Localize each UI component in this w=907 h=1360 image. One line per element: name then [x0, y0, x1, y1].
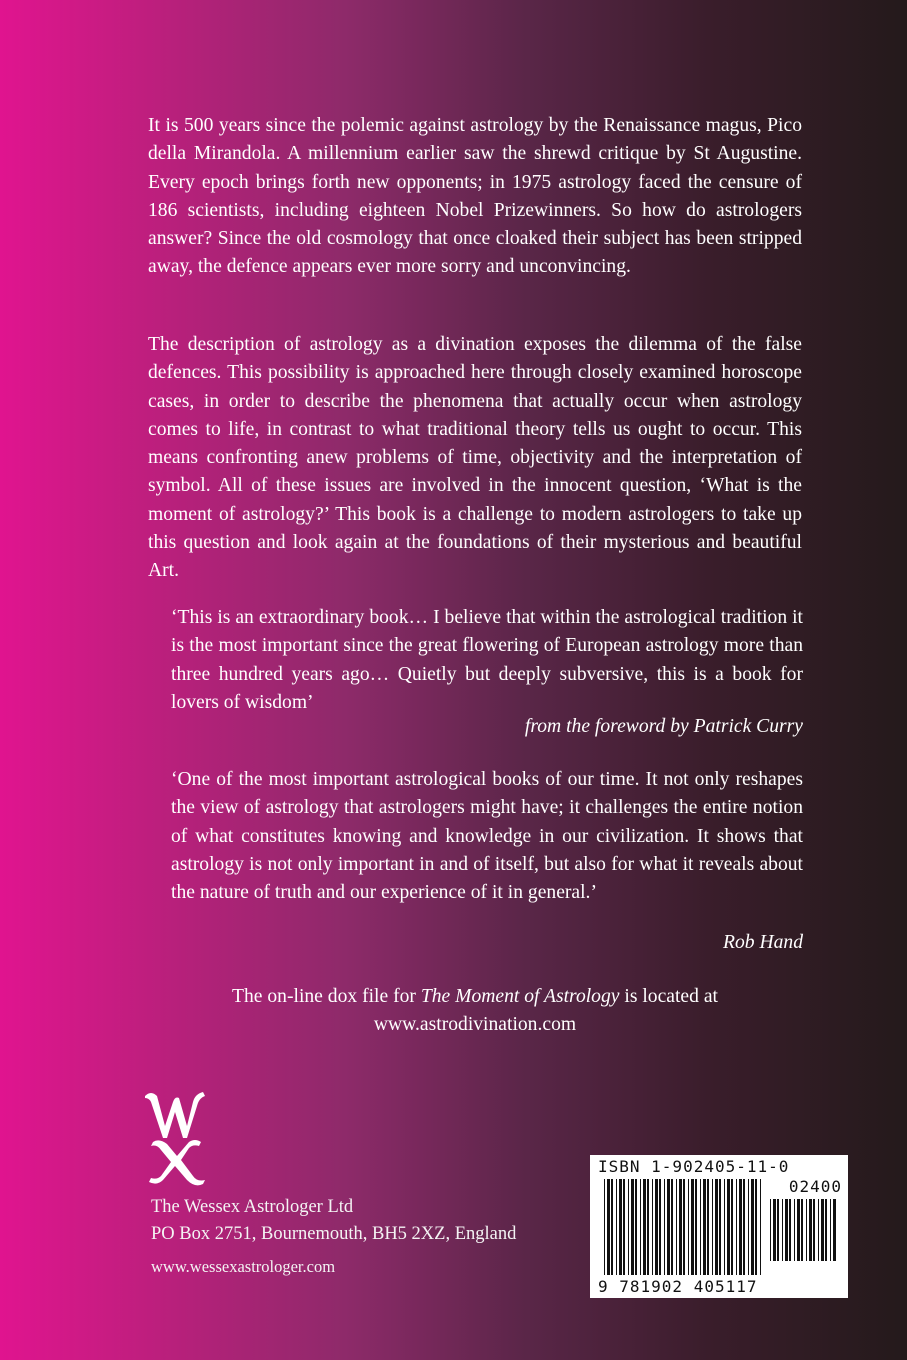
barcode-bar [611, 1179, 613, 1275]
quote-2: ‘One of the most important astrological books of our time. It not only reshapes the view of astrology that astrologers might have; it challenges the entire notion of what constitutes knowing and knowledge in our civilization. It shows that astrology is not only important in and of itself, but also for what it reveals about the nature of truth and our experience of it in general.’ [171, 769, 803, 904]
barcode-bar [794, 1199, 795, 1261]
barcode-bar [695, 1179, 697, 1275]
publisher-address: PO Box 2751, Bournemouth, BH5 2XZ, England [151, 1224, 517, 1244]
barcode-bar [770, 1199, 771, 1261]
dox-url: www.astrodivination.com [373, 1014, 577, 1036]
barcode-bar [755, 1179, 757, 1275]
barcode-bar [631, 1179, 634, 1275]
barcode-bar [789, 1199, 791, 1261]
quote-1: ‘This is an extraordinary book… I believe that within the astrological tradition it is the most important since the great flowering of European astrology more than three hundred years ago… Quietly but deeply subversive, this is a book for lovers of wisdom’ [171, 607, 803, 713]
barcode-bar [813, 1199, 815, 1261]
barcode-bar [785, 1199, 788, 1261]
barcode-number: 9 781902 405117 [598, 1277, 758, 1296]
barcode-bar [691, 1179, 694, 1275]
dox-prefix: The on-line dox file for [232, 986, 421, 1007]
barcode-bar [607, 1179, 610, 1275]
barcode-bar [773, 1199, 776, 1261]
barcode-bar [643, 1179, 646, 1275]
barcode-bar [679, 1179, 682, 1275]
barcode-bar [700, 1179, 701, 1275]
dox-note [148, 983, 802, 1040]
dox-book-title: The Moment of Astrology [420, 986, 620, 1007]
barcode-bar [751, 1179, 754, 1275]
barcode-bar [731, 1179, 733, 1275]
barcode-bar [707, 1179, 709, 1275]
barcode-bar [623, 1179, 625, 1275]
dox-suffix: is located at [619, 986, 718, 1007]
barcode-bar [655, 1179, 658, 1275]
publisher-name: The Wessex Astrologer Ltd [151, 1197, 354, 1217]
barcode-bar [664, 1179, 665, 1275]
barcode-bar [801, 1199, 803, 1261]
barcode-bar [647, 1179, 649, 1275]
quote-1-attribution: from the foreword by Patrick Curry [524, 716, 803, 737]
barcode-bar [833, 1199, 836, 1261]
barcode-bar [628, 1179, 629, 1275]
barcode-bar [736, 1179, 737, 1275]
barcode-bar [743, 1179, 745, 1275]
barcode-bar [640, 1179, 641, 1275]
wessex-logo-icon [143, 1088, 207, 1186]
barcode-bar [830, 1199, 831, 1261]
barcode-bar [688, 1179, 689, 1275]
barcode-bar [748, 1179, 749, 1275]
barcode-bar [616, 1179, 617, 1275]
barcode-bar [777, 1199, 779, 1261]
barcode-bar [619, 1179, 622, 1275]
barcode-bar [818, 1199, 819, 1261]
barcode-bar [703, 1179, 706, 1275]
barcode-bar [809, 1199, 812, 1261]
barcode-bar [671, 1179, 673, 1275]
blurb-paragraph-1: It is 500 years since the polemic against astrology by the Renaissance magus, Pico della Mirandola. A millennium earlier saw the shrewd critique by St Augustine. Every epoch brings forth new opponents; in 1975 astrology faced the censure of 186 scientists, including eighteen Nobel Prizewinners. So how do astrologers answer? Since the old cosmology that once cloaked their subject has been stripped away, the defence appears ever more sorry and unconvincing. [148, 115, 802, 278]
barcode-bar [635, 1179, 637, 1275]
barcode-addon-number: 02400 [788, 1177, 842, 1196]
barcode-bar [797, 1199, 800, 1261]
isbn-label: ISBN 1-902405-11-0 [598, 1157, 790, 1176]
quote-2-attribution: Rob Hand [722, 932, 803, 953]
barcode-bar [739, 1179, 742, 1275]
addon-barcode-bars [770, 1199, 838, 1261]
barcode-bar [712, 1179, 713, 1275]
publisher-website: www.wessexastrologer.com [151, 1257, 336, 1276]
barcode-bar [825, 1199, 827, 1261]
barcode-bar [676, 1179, 677, 1275]
barcode-bar [821, 1199, 824, 1261]
barcode-bar [806, 1199, 807, 1261]
barcode-bar [727, 1179, 730, 1275]
barcode-bar [667, 1179, 670, 1275]
barcode-bar [652, 1179, 653, 1275]
barcode-bar [782, 1199, 783, 1261]
isbn-barcode [590, 1155, 848, 1298]
barcode-bar [683, 1179, 685, 1275]
barcode-bar [724, 1179, 725, 1275]
barcode-bar [715, 1179, 718, 1275]
barcode-bar [760, 1179, 761, 1275]
barcode-bar [604, 1179, 605, 1275]
barcode-bar [719, 1179, 721, 1275]
ean-barcode-bars [604, 1179, 764, 1275]
barcode-bar [659, 1179, 661, 1275]
blurb-paragraph-2: The description of astrology as a divination exposes the dilemma of the false defences. This possibility is approached here through closely examined horoscope cases, in order to describe the phenomena that actually occur when astrology comes to life, in contrast to what traditional theory tells us ought to occur. This means confronting anew problems of time, objectivity and the interpretation of symbol. All of these issues are involved in the innocent question, ‘What is the moment of astrology?’ This book is a challenge to modern astrologers to take up this question and look again at the foundations of their mysterious and beautiful Art. [148, 334, 802, 582]
